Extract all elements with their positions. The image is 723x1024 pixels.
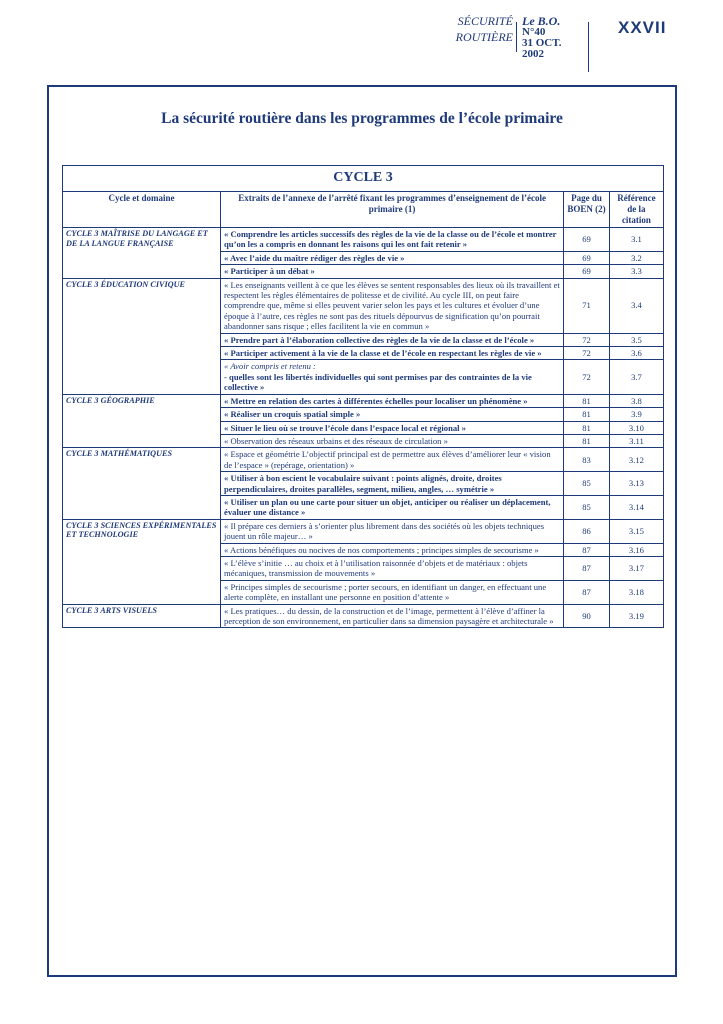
extract-cell [221,278,564,333]
reference-cell: 3.6 [609,347,663,360]
domain-cell: CYCLE 3 ARTS VISUELS [63,604,221,628]
extract-text: « Principes simples de secourisme ; porter secours, en identifiant un danger, en effectuant une alerte complète, en installant une personne en position d’attente » [224,581,547,603]
table-row [63,333,664,346]
extract-text: « Espace et géométrie L’objectif principal est de permettre aux élèves d’améliorer leur « vision de l’espace » (repérage, orientation) » [224,449,551,470]
domain-cell-empty [63,421,221,434]
extract-text: « Réaliser un croquis spatial simple » [224,409,361,420]
page-cell: 69 [564,265,610,278]
logo-line-securite: SÉCURITÉ [457,14,513,28]
reference-cell: 3.9 [609,408,663,421]
reference-cell: 3.12 [609,448,663,472]
extract-text: « Mettre en relation des cartes à différentes échelles pour localiser un phénomène » [224,395,528,406]
extract-text: « L’élève s’initie … au choix et à l’utilisation raisonnée d’objets et de matériaux : objets mécaniques, transmission de mouvements » [224,557,528,579]
page-cell: 87 [564,580,610,604]
extract-text: « Les enseignants veillent à ce que les élèves se sentent responsables des lieux où ils travaillent et respectent les règles élémentaires de politesse et de civilité. Au cycle III, on peut faire comprendre que, même si elles peuvent varier selon les pays et les cultures et évoluer d’une époque à l’autre, ces règles ne sont pas des rituels dépourvus de signification qu’on pourrait abandonner sans risque ; elles facilitent la vie en commun » [224,279,560,332]
bo-reference [522,16,588,60]
reference-cell: 3.19 [609,604,663,628]
domain-cell-empty [63,360,221,394]
header-divider-left [516,22,517,52]
extract-cell [221,604,564,628]
bo-year: 2002 [522,48,544,60]
page-cell: 85 [564,472,610,496]
page-header [0,0,723,80]
table-row [63,360,664,394]
domain-cell-empty [63,333,221,346]
extract-cell [221,251,564,264]
domain-cell-empty [63,265,221,278]
table-body [63,228,664,628]
extract-cell [221,556,564,580]
extract-cell [221,472,564,496]
domain-cell: CYCLE 3 MATHÉMATIQUES [63,448,221,472]
domain-cell-empty [63,495,221,519]
table-row [63,580,664,604]
reference-cell: 3.3 [609,265,663,278]
table-row [63,394,664,407]
domain-cell: CYCLE 3 MAÎTRISE DU LANGAGE ET DE LA LANGUE FRANÇAISE [63,228,221,252]
page-cell: 81 [564,408,610,421]
reference-cell: 3.13 [609,472,663,496]
extract-text: - quelles sont les libertés individuelles qui sont permises par des contraintes de la vie collective » [224,371,532,393]
table-row [63,495,664,519]
extract-cell [221,265,564,278]
domain-cell: CYCLE 3 SCIENCES EXPÉRIMENTALES ET TECHNOLOGIE [63,519,221,543]
header-extracts: Extraits de l’annexe de l’arrêté fixant les programmes d’enseignement de l’école primaire (1) [221,192,564,228]
extract-cell [221,394,564,407]
page-cell: 69 [564,251,610,264]
domain-cell: CYCLE 3 GÉOGRAPHIE [63,394,221,407]
domain-cell-empty [63,556,221,580]
page-cell: 71 [564,278,610,333]
bo-number: N°40 [522,26,546,38]
table-row [63,556,664,580]
domain-cell-empty [63,347,221,360]
extract-cell [221,434,564,447]
extract-cell [221,347,564,360]
logo-line-routiere: ROUTIÈRE [455,30,513,44]
page-cell: 87 [564,556,610,580]
reference-cell: 3.1 [609,228,663,252]
table-row [63,472,664,496]
page-cell: 86 [564,519,610,543]
extract-cell [221,519,564,543]
extract-text: « Il prépare ces derniers à s’orienter plus librement dans des sociétés où les objets techniques jouent un rôle majeur… » [224,520,545,542]
extract-text: « Prendre part à l’élaboration collective des règles de la vie de la classe et de l’école » [224,334,535,345]
domain-cell-empty [63,543,221,556]
extract-text: « Les pratiques… du dessin, de la construction et de l’image, permettent à l’élève d’affiner la perception de son environnement, en particulier dans sa dimension paysagère et architecturale » [224,605,554,626]
extract-cell [221,421,564,434]
extract-text: « Participer activement à la vie de la classe et de l’école en respectant les règles de vie » [224,348,542,359]
programme-table-wrapper [62,165,664,628]
extract-text: « Utiliser à bon escient le vocabulaire suivant : points alignés, droite, droites perpendiculaires, droites parallèles, segment, milieu, angles, … symétrie » [224,473,502,494]
header-reference: Référence de la citation [609,192,663,228]
reference-cell: 3.8 [609,394,663,407]
header-page: Page du BOEN (2) [564,192,610,228]
extract-text: « Observation des réseaux urbains et des réseaux de circulation » [224,435,448,446]
domain-cell-empty [63,408,221,421]
table-row [63,408,664,421]
page-cell: 72 [564,333,610,346]
extract-text: « Utiliser un plan ou une carte pour situer un objet, anticiper ou réaliser un déplacement, évaluer une distance » [224,496,551,518]
extract-text: « Comprendre les articles successifs des règles de la vie de la classe ou de l’école et montrer qu’on les a compris en donnant les raisons qui les ont fait retenir » [224,229,557,250]
domain-cell-empty [63,472,221,496]
extract-text: « Participer à un débat » [224,266,315,277]
table-row [63,604,664,628]
securite-routiere-logo [443,14,513,44]
domain-cell: CYCLE 3 ÉDUCATION CIVIQUE [63,278,221,333]
table-row [63,228,664,252]
table-row [63,278,664,333]
page-cell: 90 [564,604,610,628]
reference-cell: 3.17 [609,556,663,580]
page-cell: 81 [564,434,610,447]
header-domain: Cycle et domaine [63,192,221,228]
page-cell: 85 [564,495,610,519]
extract-cell [221,228,564,252]
extract-prefix: « Avoir compris et retenu : [224,361,316,372]
reference-cell: 3.4 [609,278,663,333]
extract-cell [221,580,564,604]
reference-cell: 3.16 [609,543,663,556]
reference-cell: 3.5 [609,333,663,346]
reference-cell: 3.2 [609,251,663,264]
page-cell: 72 [564,347,610,360]
page-title: La sécurité routière dans les programmes de l’école primaire [161,110,563,127]
domain-cell-empty [63,251,221,264]
table-row [63,434,664,447]
cycle-title: CYCLE 3 [63,166,664,192]
extract-cell [221,448,564,472]
domain-cell-empty [63,580,221,604]
reference-cell: 3.15 [609,519,663,543]
extract-cell [221,408,564,421]
page-cell: 72 [564,360,610,394]
extract-cell [221,360,564,394]
page-cell: 87 [564,543,610,556]
reference-cell: 3.10 [609,421,663,434]
table-row [63,421,664,434]
header-divider-right [588,22,589,72]
page-cell: 81 [564,394,610,407]
table-row [63,265,664,278]
extract-text: « Actions bénéfiques ou nocives de nos comportements ; principes simples de secourisme » [224,544,539,555]
page-cell: 83 [564,448,610,472]
extract-cell [221,495,564,519]
domain-cell-empty [63,434,221,447]
bo-date: 31 OCT. [522,37,562,49]
reference-cell: 3.18 [609,580,663,604]
bo-logo: Le B.O. [522,14,561,28]
reference-cell: 3.11 [609,434,663,447]
page-number: XXVII [618,18,667,37]
table-row [63,448,664,472]
programme-table [62,165,664,628]
extract-text: « Avec l’aide du maître rédiger des règles de vie » [224,252,405,263]
reference-cell: 3.7 [609,360,663,394]
table-row [63,519,664,543]
table-row [63,251,664,264]
extract-cell [221,333,564,346]
table-row [63,347,664,360]
page-cell: 81 [564,421,610,434]
extract-text: « Situer le lieu où se trouve l’école dans l’espace local et régional » [224,422,466,433]
page-cell: 69 [564,228,610,252]
extract-cell [221,543,564,556]
table-row [63,543,664,556]
reference-cell: 3.14 [609,495,663,519]
